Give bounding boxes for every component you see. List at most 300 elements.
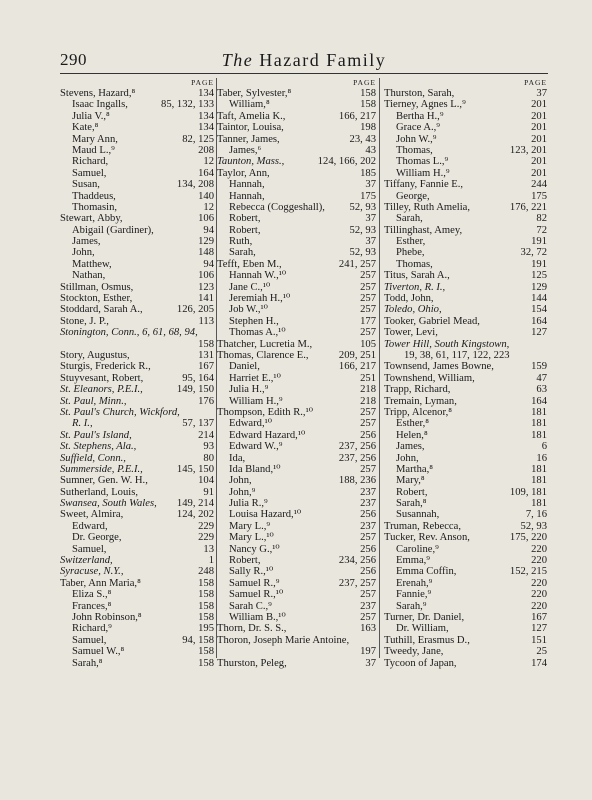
index-entry: [384, 304, 548, 315]
entry-pages: 164: [531, 395, 547, 407]
entry-name: William B.,¹⁰: [229, 611, 286, 623]
entry-name: William H.,⁹: [229, 395, 283, 407]
entry-name: Richard,⁹: [72, 623, 112, 635]
entry-name: Thorn, Dr. S. S.,: [217, 623, 287, 635]
entry-pages: 47: [536, 372, 547, 384]
page-column-heading: PAGE: [191, 78, 214, 87]
index-entry: [217, 156, 377, 167]
index-entry: [60, 646, 215, 657]
entry-name: Nancy G.,¹⁰: [229, 543, 280, 555]
index-entry: [60, 156, 215, 167]
entry-name: Thompson, Edith R.,¹⁰: [217, 406, 314, 418]
entry-pages: 256: [360, 543, 376, 555]
index-entry: [60, 270, 215, 281]
entry-name: Mary Ann,: [72, 133, 118, 145]
entry-pages: 93: [203, 441, 214, 453]
index-entry: [384, 407, 548, 418]
entry-pages: 52, 93: [520, 520, 547, 532]
entry-name: Sally R.,¹⁰: [229, 566, 274, 578]
entry-name: Syracuse, N.Y.,: [60, 566, 124, 578]
entry-name: Stockton, Esther,: [60, 293, 133, 305]
entry-pages: 134: [198, 122, 214, 134]
index-entry: [60, 498, 215, 509]
index-entry: [384, 396, 548, 407]
entry-pages: 125: [531, 270, 547, 282]
index-entry: [217, 658, 377, 669]
entry-name: Grace A.,⁹: [396, 122, 440, 134]
entry-name: Eliza S.,⁸: [72, 589, 112, 601]
entry-pages: 158: [198, 611, 214, 623]
entry-name: Sutherland, Louis,: [60, 486, 138, 498]
index-entry: [217, 247, 377, 258]
entry-pages: 154: [531, 304, 547, 316]
entry-name: James,: [396, 441, 425, 453]
entry-pages: 257: [360, 589, 376, 601]
entry-pages: 176: [198, 395, 214, 407]
entry-pages: 257: [360, 418, 376, 430]
entry-pages: 124, 166, 202: [317, 156, 376, 168]
index-entry: [60, 316, 215, 327]
entry-pages: 149, 214: [176, 498, 214, 510]
index-entry: [60, 601, 215, 612]
entry-name: Hannah,: [229, 179, 265, 191]
entry-pages: 106: [198, 213, 214, 225]
index-entry: [60, 282, 215, 293]
entry-name: Tiffany, Fannie E.,: [384, 179, 464, 191]
entry-name: Thoron, Joseph Marie Antoine,: [217, 634, 350, 646]
index-entry: [217, 111, 377, 122]
entry-name: Taber, Sylvester,⁸: [217, 88, 292, 99]
entry-name: Richard,: [72, 156, 109, 168]
entry-pages: 152, 215: [509, 566, 547, 578]
index-entry: [60, 327, 215, 338]
entry-pages: 123, 201: [509, 144, 547, 156]
entry-name: Robert,: [396, 486, 428, 498]
entry-name: Ruth,: [229, 236, 253, 248]
entry-name: Thomas L.,⁹: [396, 156, 449, 168]
entry-name: Truman, Rebecca,: [384, 520, 461, 532]
index-entry: [217, 168, 377, 179]
index-entry: [217, 88, 377, 99]
entry-pages: 201: [531, 110, 547, 122]
entry-pages: 164: [198, 167, 214, 179]
entry-pages: 214: [198, 429, 214, 441]
index-entry: [384, 316, 548, 327]
index-entry: [60, 555, 215, 566]
index-entry: [217, 293, 377, 304]
entry-name: St. Stephens, Ala.,: [60, 441, 137, 453]
entry-pages: 94, 158: [182, 634, 214, 646]
entry-pages: 256: [360, 429, 376, 441]
entry-name: Matthew,: [72, 258, 112, 270]
entry-pages: 257: [360, 281, 376, 293]
index-entry: [217, 373, 377, 384]
entry-pages: 37: [365, 179, 376, 191]
entry-pages: 80: [203, 452, 214, 464]
index-entry: [60, 236, 215, 247]
entry-pages: 257: [360, 611, 376, 623]
index-entry: [217, 498, 377, 509]
index-entry: [60, 247, 215, 258]
entry-name: Thomasin,: [72, 201, 118, 213]
index-entry: [217, 316, 377, 327]
entry-pages: 237: [360, 520, 376, 532]
entry-name: Ida Bland,¹⁰: [229, 463, 281, 475]
index-column-1: [60, 78, 215, 669]
index-entry: [60, 396, 215, 407]
entry-name: John,: [229, 475, 252, 487]
index-entry: [60, 179, 215, 190]
entry-pages: 82, 125: [182, 133, 214, 145]
entry-name: Tycoon of Japan,: [384, 657, 457, 669]
entry-name: Tucker, Rev. Anson,: [384, 532, 470, 544]
entry-name: Maud L.,⁹: [72, 144, 115, 156]
entry-pages: 181: [531, 498, 547, 510]
index-entry: [384, 601, 548, 612]
entry-name: Stephen H.,: [229, 315, 279, 327]
entry-name: Story, Augustus,: [60, 349, 130, 361]
index-entry: [60, 566, 215, 577]
entry-pages: 191: [531, 258, 547, 270]
index-entry: [60, 99, 215, 110]
index-entry: [217, 225, 377, 236]
entry-name: Tripp, Alcenor,⁸: [384, 406, 452, 418]
entry-pages: 220: [531, 543, 547, 555]
entry-name: Tooker, Gabriel Mead,: [384, 315, 480, 327]
index-entry: [217, 521, 377, 532]
entry-name: Sumner, Gen. W. H.,: [60, 475, 148, 487]
entry-pages: 174: [531, 657, 547, 669]
entry-pages: 149, 150: [176, 384, 214, 396]
entry-name: Phebe,: [396, 247, 425, 259]
entry-pages: 113: [198, 315, 214, 327]
entry-pages: 257: [360, 406, 376, 418]
entry-pages: 94: [203, 224, 214, 236]
entry-pages: 220: [531, 577, 547, 589]
index-entry: [217, 179, 377, 190]
entry-pages: 134: [198, 110, 214, 122]
entry-name: Thomas A.,¹⁰: [229, 327, 286, 339]
entry-name: Suffield, Conn.,: [60, 452, 126, 464]
index-entry: [384, 658, 548, 669]
entry-name: Thurston, Peleg,: [217, 657, 287, 669]
entry-name: Tilley, Ruth Amelia,: [384, 201, 471, 213]
index-entry: [217, 236, 377, 247]
index-entry: [217, 191, 377, 202]
entry-name: Helen,⁸: [396, 429, 428, 441]
index-entry: [217, 407, 377, 418]
index-entry: [384, 487, 548, 498]
entry-pages: 1: [208, 555, 214, 567]
entry-name: Samuel,: [72, 634, 107, 646]
index-entry: [60, 441, 215, 452]
entry-name: R. I.,: [72, 418, 93, 430]
entry-name: Townshend, William,: [384, 372, 475, 384]
index-entry: [60, 293, 215, 304]
index-entry: [384, 453, 548, 464]
index-entry: [60, 111, 215, 122]
entry-name: Esther,: [396, 236, 426, 248]
entry-pages: 104: [198, 475, 214, 487]
index-entry: [60, 225, 215, 236]
entry-pages: 256: [360, 566, 376, 578]
index-entry: [384, 509, 548, 520]
entry-name: Sarah,⁸: [72, 657, 103, 669]
entry-name: Switzerland,: [60, 555, 113, 567]
entry-name: Todd, John,: [384, 293, 434, 305]
entry-pages: 82: [536, 213, 547, 225]
index-entry: [60, 202, 215, 213]
entry-name: Toledo, Ohio,: [384, 304, 442, 316]
index-entry: [60, 464, 215, 475]
index-entry: [384, 566, 548, 577]
entry-pages: 94: [203, 258, 214, 270]
entry-name: Samuel R.,¹⁰: [229, 589, 284, 601]
entry-name: Tremain, Lyman,: [384, 395, 457, 407]
entry-name: Mary L.,⁹: [229, 520, 271, 532]
entry-pages: 109, 181: [509, 486, 547, 498]
entry-name: Rebecca (Coggeshall),: [229, 201, 325, 213]
entry-pages: 237: [360, 498, 376, 510]
index-entry: [384, 646, 548, 657]
index-entry: [60, 430, 215, 441]
index-entry: [217, 202, 377, 213]
entry-pages: 63: [536, 384, 547, 396]
index-entry: [217, 601, 377, 612]
entry-pages: 257: [360, 532, 376, 544]
entry-name: Titus, Sarah A.,: [384, 270, 450, 282]
entry-pages: 12: [203, 156, 214, 168]
entry-name: Edward,¹⁰: [229, 418, 273, 430]
entry-name: Tuthill, Erasmus D.,: [384, 634, 470, 646]
entry-name: Dr. William,: [396, 623, 449, 635]
index-entry: [384, 475, 548, 486]
index-entry: [384, 247, 548, 258]
index-entry: [384, 259, 548, 270]
entry-name: Esther,⁸: [396, 418, 429, 430]
entry-pages: 201: [531, 99, 547, 111]
entry-name: James,⁶: [229, 144, 262, 156]
entry-name: St. Paul's Island,: [60, 429, 132, 441]
entry-pages: 241, 257: [338, 258, 376, 270]
entry-name: Samuel,: [72, 543, 107, 555]
index-entry: [217, 646, 377, 657]
entry-name: Jeremiah H.,¹⁰: [229, 293, 291, 305]
index-entry: [384, 635, 548, 646]
index-entry: [60, 384, 215, 395]
entry-pages: 181: [531, 463, 547, 475]
entry-name: Frances,⁸: [72, 600, 112, 612]
index-entry: [217, 441, 377, 452]
entry-name: Harriet E.,¹⁰: [229, 372, 281, 384]
entry-name: Turner, Dr. Daniel,: [384, 611, 465, 623]
entry-name: Susannah,: [396, 509, 440, 521]
index-entry: [384, 441, 548, 452]
entry-pages: 181: [531, 418, 547, 430]
entry-name: Taber, Ann Maria,⁸: [60, 577, 141, 589]
entry-pages: 244: [531, 179, 547, 191]
entry-pages: 134, 208: [176, 179, 214, 191]
entry-pages: 7, 16: [525, 509, 547, 521]
index-entry: [384, 373, 548, 384]
entry-name: Stonington, Conn., 6, 61, 68, 94,: [60, 327, 198, 339]
entry-name: Townsend, James Bowne,: [384, 361, 494, 373]
entry-name: Taunton, Mass.,: [217, 156, 285, 168]
entry-name: Edward Hazard,¹⁰: [229, 429, 306, 441]
index-entry: [60, 304, 215, 315]
entry-name: Mary,⁸: [396, 475, 425, 487]
index-entry: [384, 270, 548, 281]
index-entry: [217, 350, 377, 361]
index-entry: [217, 578, 377, 589]
header-rule: [60, 73, 548, 74]
entry-pages: 106: [198, 270, 214, 282]
entry-name: Stone, J. P.,: [60, 315, 109, 327]
entry-name: St. Paul's Church, Wickford,: [60, 406, 180, 418]
index-entry: [384, 145, 548, 156]
entry-name: Stillman, Osmus,: [60, 281, 134, 293]
entry-name: James,: [72, 236, 101, 248]
index-entry: [384, 612, 548, 623]
index-entry: [384, 134, 548, 145]
entry-pages: 124, 202: [176, 509, 214, 521]
index-entry: [384, 339, 548, 350]
entry-name: Erenah,⁹: [396, 577, 433, 589]
index-entry: [384, 236, 548, 247]
page-number: 290: [60, 50, 87, 69]
index-entry: [60, 418, 215, 429]
entry-name: Louisa Hazard,¹⁰: [229, 509, 302, 521]
entry-name: Nathan,: [72, 270, 106, 282]
entry-pages: 177: [360, 315, 376, 327]
entry-name: Jane C.,¹⁰: [229, 281, 271, 293]
index-entry: [217, 213, 377, 224]
entry-name: Thomas, Clarence E.,: [217, 349, 309, 361]
entry-pages: 57, 137: [182, 418, 214, 430]
entry-name: Thaddeus,: [72, 190, 116, 202]
index-entry: [217, 270, 377, 281]
index-entry: [60, 521, 215, 532]
index-entry: [217, 134, 377, 145]
entry-pages: 32, 72: [520, 247, 547, 259]
entry-pages: 158: [198, 657, 214, 669]
entry-name: John,⁹: [229, 486, 256, 498]
index-entry: [384, 350, 548, 361]
index-entry: [384, 521, 548, 532]
index-entry: [217, 532, 377, 543]
entry-pages: 218: [360, 395, 376, 407]
index-entry: [217, 122, 377, 133]
entry-pages: 191: [531, 236, 547, 248]
index-entry: [217, 145, 377, 156]
index-entry: [217, 384, 377, 395]
entry-pages: 220: [531, 589, 547, 601]
index-entry: [384, 88, 548, 99]
index-entry: [60, 658, 215, 669]
entry-name: John W.,⁹: [396, 133, 437, 145]
index-entry: [384, 544, 548, 555]
index-entry: [60, 475, 215, 486]
entry-name: Tierney, Agnes L.,⁹: [384, 99, 466, 111]
entry-pages: 188, 236: [338, 475, 376, 487]
index-entry: [60, 259, 215, 270]
entry-name: Dr. George,: [72, 532, 122, 544]
entry-pages: 220: [531, 600, 547, 612]
entry-pages: 197: [360, 646, 376, 658]
entry-name: Stuyvesant, Robert,: [60, 372, 144, 384]
index-entry: [217, 339, 377, 350]
entry-pages: 43: [365, 144, 376, 156]
entry-name: Julia R.,⁹: [229, 498, 268, 510]
entry-pages: 158: [198, 589, 214, 601]
index-entry: [60, 509, 215, 520]
index-entry: [384, 99, 548, 110]
index-entry: [60, 88, 215, 99]
running-title-text: Hazard Family: [259, 50, 387, 70]
entry-pages: 201: [531, 122, 547, 134]
index-entry: [60, 213, 215, 224]
entry-pages: 134: [198, 88, 214, 99]
entry-name: Job W.,¹⁰: [229, 304, 268, 316]
entry-pages: 127: [531, 327, 547, 339]
index-entry: [60, 407, 215, 418]
index-column-2: [217, 78, 377, 669]
entry-pages: 201: [531, 133, 547, 145]
entry-pages: 257: [360, 463, 376, 475]
entry-name: Edward W.,⁹: [229, 441, 283, 453]
entry-name: Stoddard, Sarah A.,: [60, 304, 143, 316]
index-entry: [217, 487, 377, 498]
entry-pages: 148: [198, 247, 214, 259]
entry-name: Stevens, Hazard,⁸: [60, 88, 136, 99]
entry-pages: 158: [360, 88, 376, 99]
entry-pages: 175: [360, 190, 376, 202]
entry-name: Julia H.,⁹: [229, 384, 269, 396]
entry-name: Tweedy, Jane,: [384, 646, 444, 658]
entry-name: Isaac Ingalls,: [72, 99, 128, 111]
index-entry: [384, 168, 548, 179]
entry-name: 19, 38, 61, 117, 122, 223: [404, 349, 510, 361]
entry-pages: 158: [198, 577, 214, 589]
index-entry: [60, 168, 215, 179]
entry-pages: 37: [365, 657, 376, 669]
index-entry: [384, 361, 548, 372]
index-entry: [60, 612, 215, 623]
entry-pages: 126, 205: [176, 304, 214, 316]
entry-name: Tiverton, R. I.,: [384, 281, 446, 293]
page-header: [60, 50, 548, 70]
index-entry: [217, 464, 377, 475]
index-entry: [60, 145, 215, 156]
entry-name: Tillinghast, Amey,: [384, 224, 463, 236]
index-entry: [217, 635, 377, 646]
entry-name: Tanner, James,: [217, 133, 280, 145]
index-entry: [384, 623, 548, 634]
entry-name: Thomas,: [396, 258, 433, 270]
index-entry: [60, 122, 215, 133]
index-entry: [217, 430, 377, 441]
entry-pages: 175, 220: [509, 532, 547, 544]
index-entry: [60, 623, 215, 634]
entry-name: William,⁸: [229, 99, 270, 111]
index-entry: [217, 555, 377, 566]
index-entry: [384, 418, 548, 429]
index-entry: [60, 589, 215, 600]
index-entry: [217, 612, 377, 623]
index-entry: [384, 578, 548, 589]
index-entry: [217, 282, 377, 293]
index-entry: [60, 134, 215, 145]
